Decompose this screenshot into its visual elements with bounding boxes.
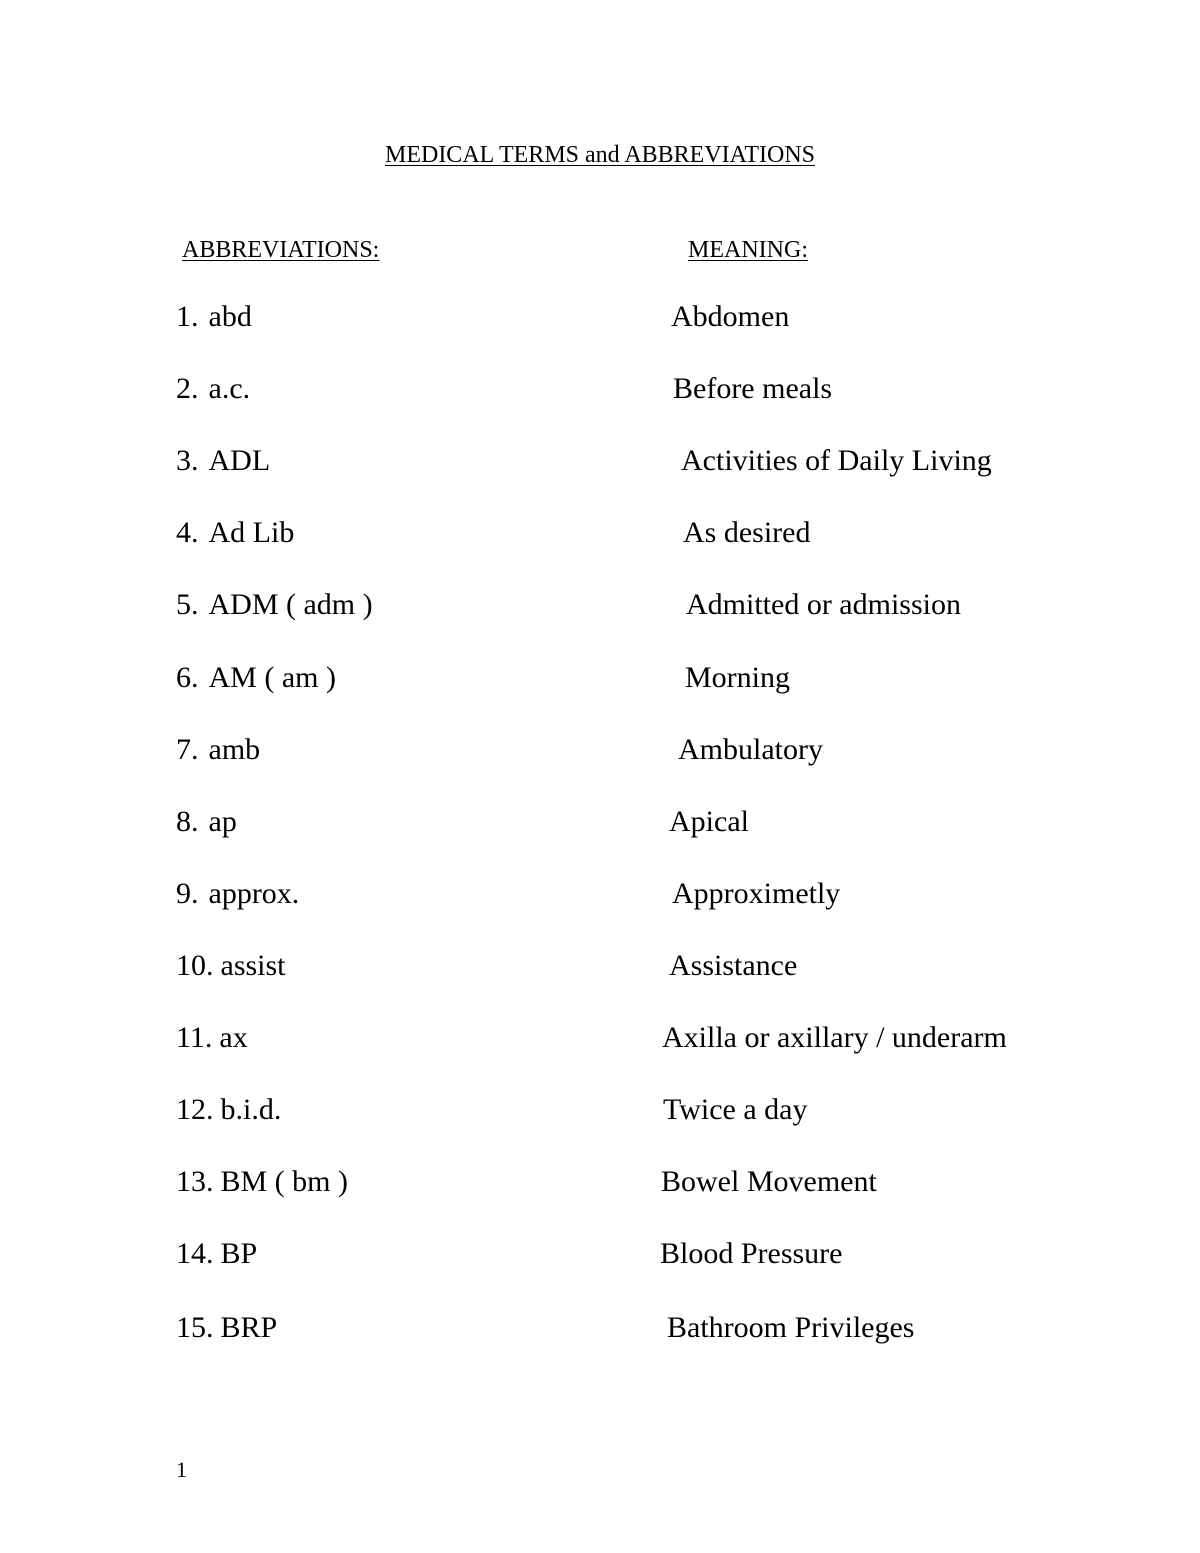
- abbreviation-text: amb: [208, 733, 261, 766]
- item-number: 10.: [176, 949, 214, 982]
- page-title: MEDICAL TERMS and ABBREVIATIONS: [384, 142, 816, 168]
- list-item: [0, 443, 1200, 483]
- abbreviation-text: Ad Lib: [208, 516, 295, 549]
- item-number: 7.: [176, 733, 199, 766]
- abbreviation-cell: [176, 515, 294, 551]
- list-item: [0, 1164, 1200, 1204]
- meaning-text: Before meals: [673, 372, 833, 405]
- abbreviation-text: ap: [208, 805, 237, 838]
- item-number: 9.: [176, 877, 199, 910]
- list-item: [0, 515, 1200, 555]
- list-item: [0, 371, 1200, 411]
- item-number: 6.: [176, 661, 199, 694]
- meaning-text: Bathroom Privileges: [667, 1311, 915, 1344]
- meaning-text: Ambulatory: [678, 733, 823, 766]
- meaning-text: Morning: [685, 661, 790, 694]
- abbreviation-text: ADM ( adm ): [208, 588, 373, 621]
- abbreviation-text: AM ( am ): [208, 661, 336, 694]
- abbreviation-cell: [176, 371, 250, 407]
- list-item: [0, 587, 1200, 627]
- abbreviation-cell: [176, 443, 270, 479]
- item-number: 8.: [176, 805, 199, 838]
- item-number: 1.: [176, 300, 199, 333]
- item-number: 2.: [176, 372, 199, 405]
- item-number: 15.: [176, 1311, 214, 1344]
- list-item: [0, 948, 1200, 988]
- list-item: [0, 804, 1200, 844]
- list-item: [0, 1092, 1200, 1132]
- list-item: [0, 1020, 1200, 1060]
- abbreviation-text: BM ( bm ): [220, 1165, 348, 1198]
- abbreviation-cell: [176, 299, 252, 335]
- meaning-text: Activities of Daily Living: [681, 444, 992, 477]
- abbreviation-text: assist: [220, 949, 286, 982]
- list-item: [0, 732, 1200, 772]
- list-item: [0, 660, 1200, 700]
- meaning-text: Approximetly: [672, 877, 841, 910]
- abbreviation-text: BP: [220, 1237, 258, 1270]
- meaning-text: Bowel Movement: [661, 1165, 877, 1198]
- meaning-text: Abdomen: [671, 300, 790, 333]
- abbreviation-cell: [176, 1164, 348, 1200]
- abbreviation-text: abd: [208, 300, 252, 333]
- list-item: [0, 1236, 1200, 1276]
- meaning-text: Blood Pressure: [660, 1237, 843, 1270]
- meaning-text: Assistance: [669, 949, 798, 982]
- item-number: 14.: [176, 1237, 214, 1270]
- meaning-text: Apical: [669, 805, 749, 838]
- item-number: 5.: [176, 588, 199, 621]
- abbreviation-cell: [176, 1020, 248, 1056]
- abbreviation-text: ADL: [208, 444, 271, 477]
- abbreviation-text: b.i.d.: [220, 1093, 282, 1126]
- abbreviation-cell: [176, 1092, 281, 1128]
- item-number: 11.: [176, 1021, 213, 1054]
- meaning-header: MEANING:: [688, 237, 808, 263]
- list-item: [0, 1310, 1200, 1350]
- abbreviation-text: a.c.: [208, 372, 251, 405]
- item-number: 3.: [176, 444, 199, 477]
- item-number: 12.: [176, 1093, 214, 1126]
- meaning-text: As desired: [683, 516, 811, 549]
- item-number: 13.: [176, 1165, 214, 1198]
- meaning-text: Twice a day: [663, 1093, 808, 1126]
- meaning-text: Admitted or admission: [686, 588, 961, 621]
- abbreviation-text: ax: [219, 1021, 248, 1054]
- abbreviation-cell: [176, 660, 336, 696]
- abbreviation-text: BRP: [220, 1311, 278, 1344]
- abbreviation-cell: [176, 732, 260, 768]
- abbreviation-cell: [176, 948, 286, 984]
- list-item: [0, 876, 1200, 916]
- abbreviation-text: approx.: [208, 877, 300, 910]
- page-number: 1: [176, 1457, 187, 1482]
- abbreviation-cell: [176, 876, 299, 912]
- abbreviation-cell: [176, 587, 373, 623]
- item-number: 4.: [176, 516, 199, 549]
- abbreviation-cell: [176, 1236, 257, 1272]
- abbreviations-header: ABBREVIATIONS:: [182, 237, 380, 263]
- abbreviation-cell: [176, 804, 237, 840]
- meaning-text: Axilla or axillary / underarm: [662, 1021, 1007, 1054]
- abbreviation-cell: [176, 1310, 277, 1346]
- list-item: [0, 299, 1200, 339]
